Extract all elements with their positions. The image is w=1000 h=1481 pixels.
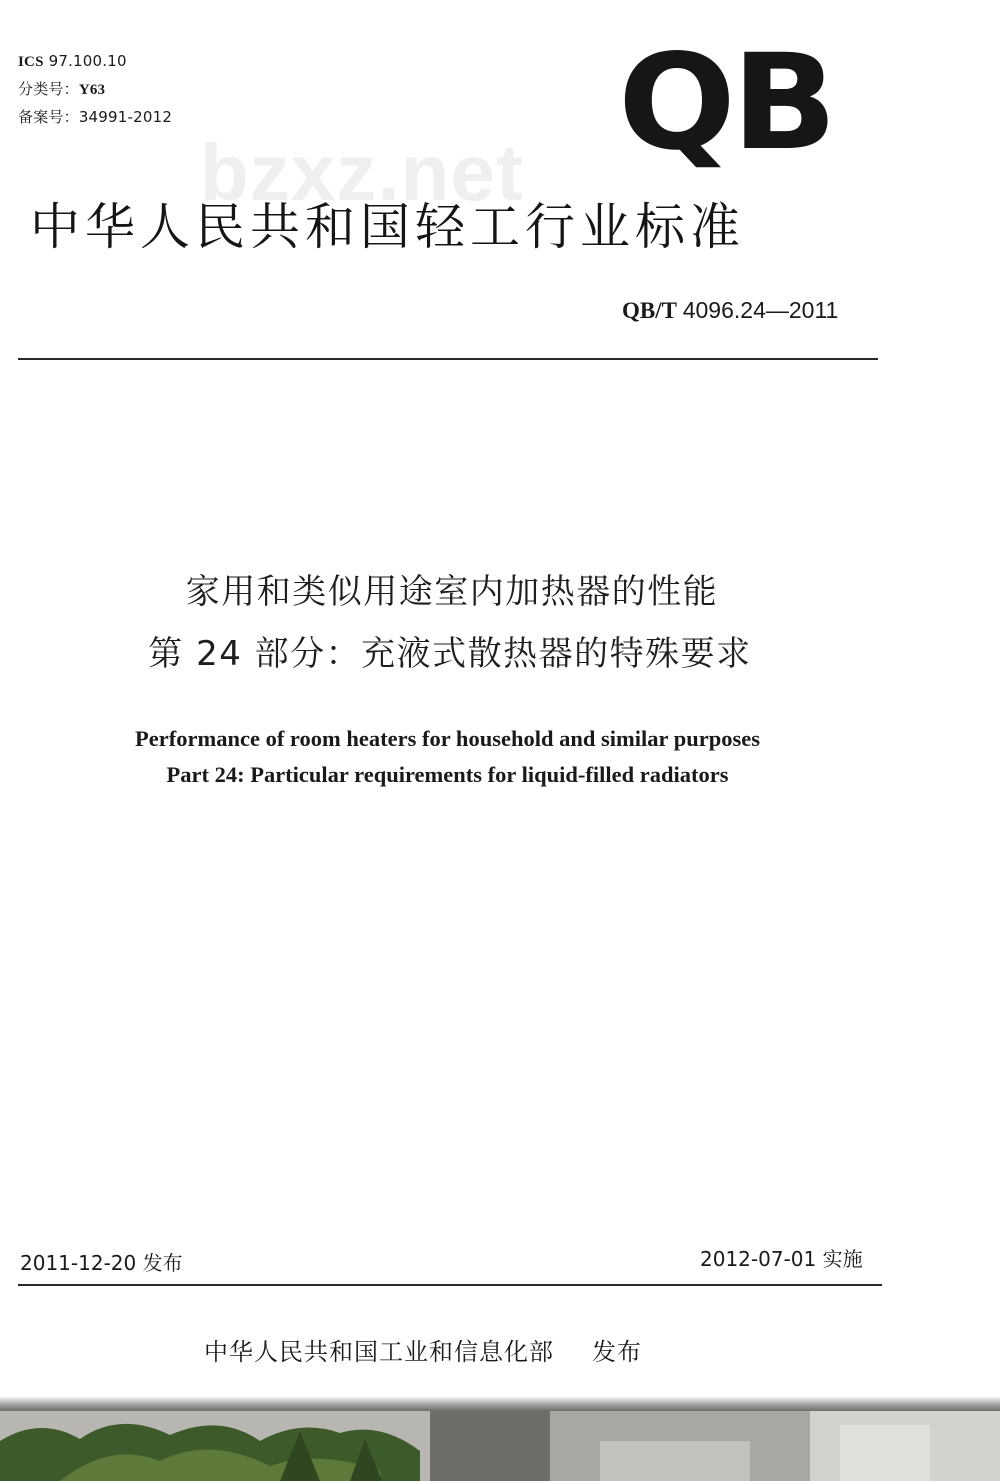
photo-scene <box>0 1411 1000 1481</box>
class-value: Y63 <box>78 82 106 98</box>
title-chinese-line1: 家用和类似用途室内加热器的性能 <box>185 572 719 612</box>
bottom-divider <box>18 1284 882 1286</box>
title-english-line2: Part 24: Particular requirements for liquid-filled radiators <box>166 762 729 787</box>
implementation-date: 2012-07-01 实施 <box>700 1247 863 1271</box>
page-edge-shadow <box>0 1397 1000 1411</box>
filing-label: 备案号： <box>18 108 79 126</box>
class-label: 分类号： <box>18 80 79 98</box>
title-english-line1: Performance of room heaters for household and similar purposes <box>135 726 760 751</box>
ics-label: ICS <box>18 54 44 70</box>
standard-number <box>622 296 838 325</box>
background-photo-strip <box>0 1411 1000 1481</box>
watermark: bzxz.net <box>200 128 524 217</box>
classification-number <box>18 80 105 100</box>
standard-number-value: 4096.24—2011 <box>682 297 839 323</box>
ics-value: 97.100.10 <box>48 52 127 70</box>
publisher <box>204 1336 642 1368</box>
top-divider <box>18 358 878 360</box>
qb-logo: QB <box>618 26 834 180</box>
ics-code <box>18 52 127 72</box>
filing-value: 34991-2012 <box>78 108 173 126</box>
standard-category-title: 中华人民共和国轻工行业标准 <box>30 198 745 256</box>
issue-date: 2011-12-20 发布 <box>20 1251 183 1275</box>
filing-number <box>18 108 172 127</box>
publisher-action: 发布 <box>592 1338 642 1366</box>
title-chinese-line2: 第 24 部分：充液式散热器的特殊要求 <box>148 634 752 674</box>
standard-code: QB/T <box>622 298 677 323</box>
publisher-name: 中华人民共和国工业和信息化部 <box>204 1338 554 1366</box>
